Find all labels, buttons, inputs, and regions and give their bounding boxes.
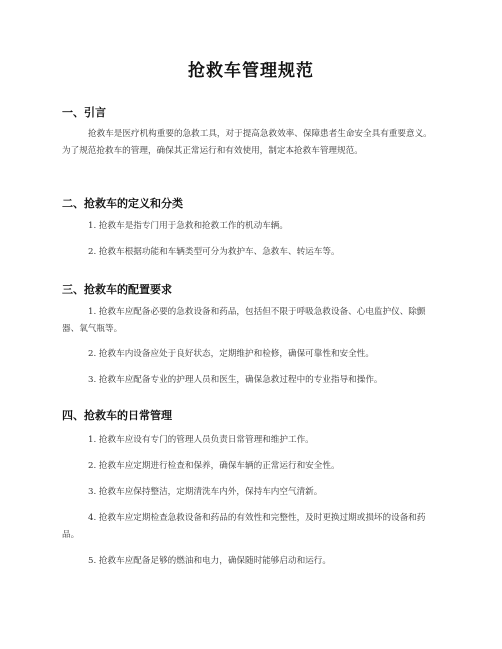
paragraph-definition-1: 1. 抢救车是指专门用于急救和抢救工作的机动车辆。	[88, 221, 288, 231]
paragraph-daily-3: 3. 抢救车应保持整洁，定期清洗车内外，保持车内空气清新。	[88, 487, 323, 497]
paragraph-daily-1: 1. 抢救车应设有专门的管理人员负责日常管理和维护工作。	[88, 435, 314, 445]
paragraph-configuration-2: 2. 抢救车内设备应处于良好状态，定期维护和检修，确保可靠性和安全性。	[88, 349, 374, 359]
document-title: 抢救车管理规范	[188, 61, 314, 81]
section-heading-configuration: 三、抢救车的配置要求	[62, 283, 172, 296]
section-heading-intro: 一、引言	[62, 106, 106, 119]
paragraph-daily-5: 5. 抢救车应配备足够的燃油和电力，确保随时能够启动和运行。	[88, 556, 331, 566]
section-heading-definition: 二、抢救车的定义和分类	[62, 197, 183, 210]
section-heading-daily-management: 四、抢救车的日常管理	[62, 409, 172, 422]
paragraph-daily-2: 2. 抢救车应定期进行检查和保养，确保车辆的正常运行和安全性。	[88, 461, 340, 471]
paragraph-configuration-3: 3. 抢救车应配备专业的护理人员和医生，确保急救过程中的专业指导和操作。	[88, 375, 383, 385]
paragraph-definition-2: 2. 抢救车根据功能和车辆类型可分为救护车、急救车、转运车等。	[88, 247, 340, 257]
paragraph-configuration-1: 1. 抢救车应配备必要的急救设备和药品，包括但不限于呼吸急救设备、心电监护仪、除颤器、氧气瓶等。	[62, 307, 426, 334]
paragraph-intro: 抢救车是医疗机构重要的急救工具，对于提高急救效率、保障患者生命安全具有重要意义。为了规范抢救车的管理，确保其正常运行和有效使用，制定本抢救车管理规范。	[62, 129, 432, 156]
paragraph-daily-4: 4. 抢救车应定期检查急救设备和药品的有效性和完整性，及时更换过期或损坏的设备和药品。	[62, 513, 426, 540]
